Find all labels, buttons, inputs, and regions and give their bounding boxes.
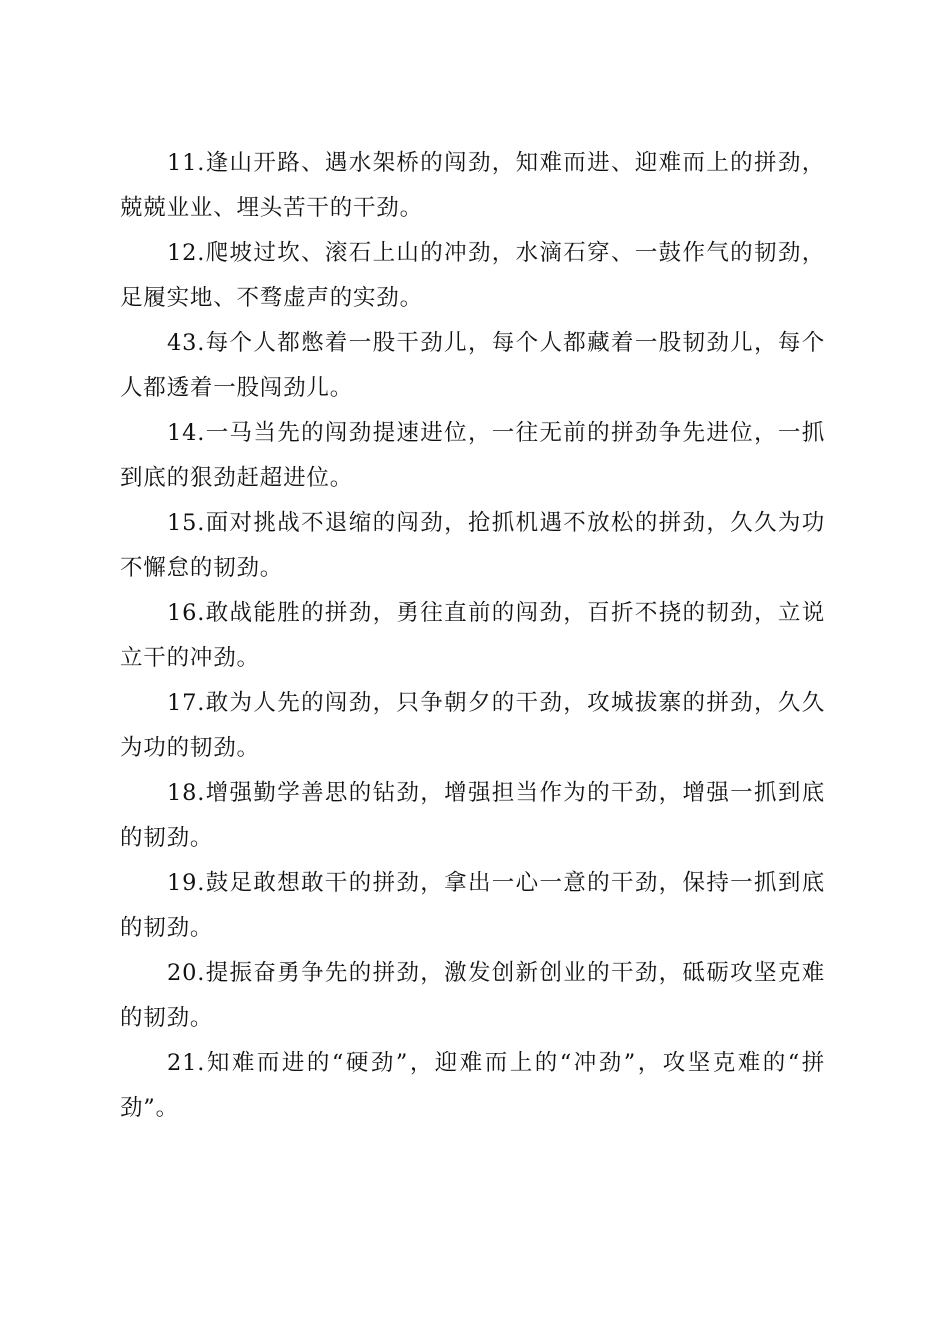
paragraph-43: 43.每个人都憋着一股干劲儿，每个人都藏着一股韧劲儿，每个人都透着一股闯劲儿。 bbox=[120, 330, 825, 401]
paragraph-18: 18.增强勤学善思的钻劲，增强担当作为的干劲，增强一抓到底的韧劲。 bbox=[120, 780, 825, 851]
paragraph-21: 21.知难而进的“硬劲”，迎难而上的“冲劲”，攻坚克难的“拼劲”。 bbox=[120, 1050, 825, 1121]
paragraph-12: 12.爬坡过坎、滚石上山的冲劲，水滴石穿、一鼓作气的韧劲，足履实地、不骛虚声的实劲。 bbox=[120, 240, 825, 311]
paragraph-11: 11.逢山开路、遇水架桥的闯劲，知难而进、迎难而上的拼劲，兢兢业业、埋头苦干的干劲。 bbox=[120, 150, 825, 221]
document-body bbox=[120, 141, 825, 1131]
paragraph-16: 16.敢战能胜的拼劲，勇往直前的闯劲，百折不挠的韧劲，立说立干的冲劲。 bbox=[120, 600, 825, 671]
paragraph-20: 20.提振奋勇争先的拼劲，激发创新创业的干劲，砥砺攻坚克难的韧劲。 bbox=[120, 960, 825, 1031]
paragraph-17: 17.敢为人先的闯劲，只争朝夕的干劲，攻城拔寨的拼劲，久久为功的韧劲。 bbox=[120, 690, 825, 761]
paragraph-15: 15.面对挑战不退缩的闯劲，抢抓机遇不放松的拼劲，久久为功不懈怠的韧劲。 bbox=[120, 510, 825, 581]
paragraph-14: 14.一马当先的闯劲提速进位，一往无前的拼劲争先进位，一抓到底的狠劲赶超进位。 bbox=[120, 420, 825, 491]
paragraph-19: 19.鼓足敢想敢干的拼劲，拿出一心一意的干劲，保持一抓到底的韧劲。 bbox=[120, 870, 825, 941]
